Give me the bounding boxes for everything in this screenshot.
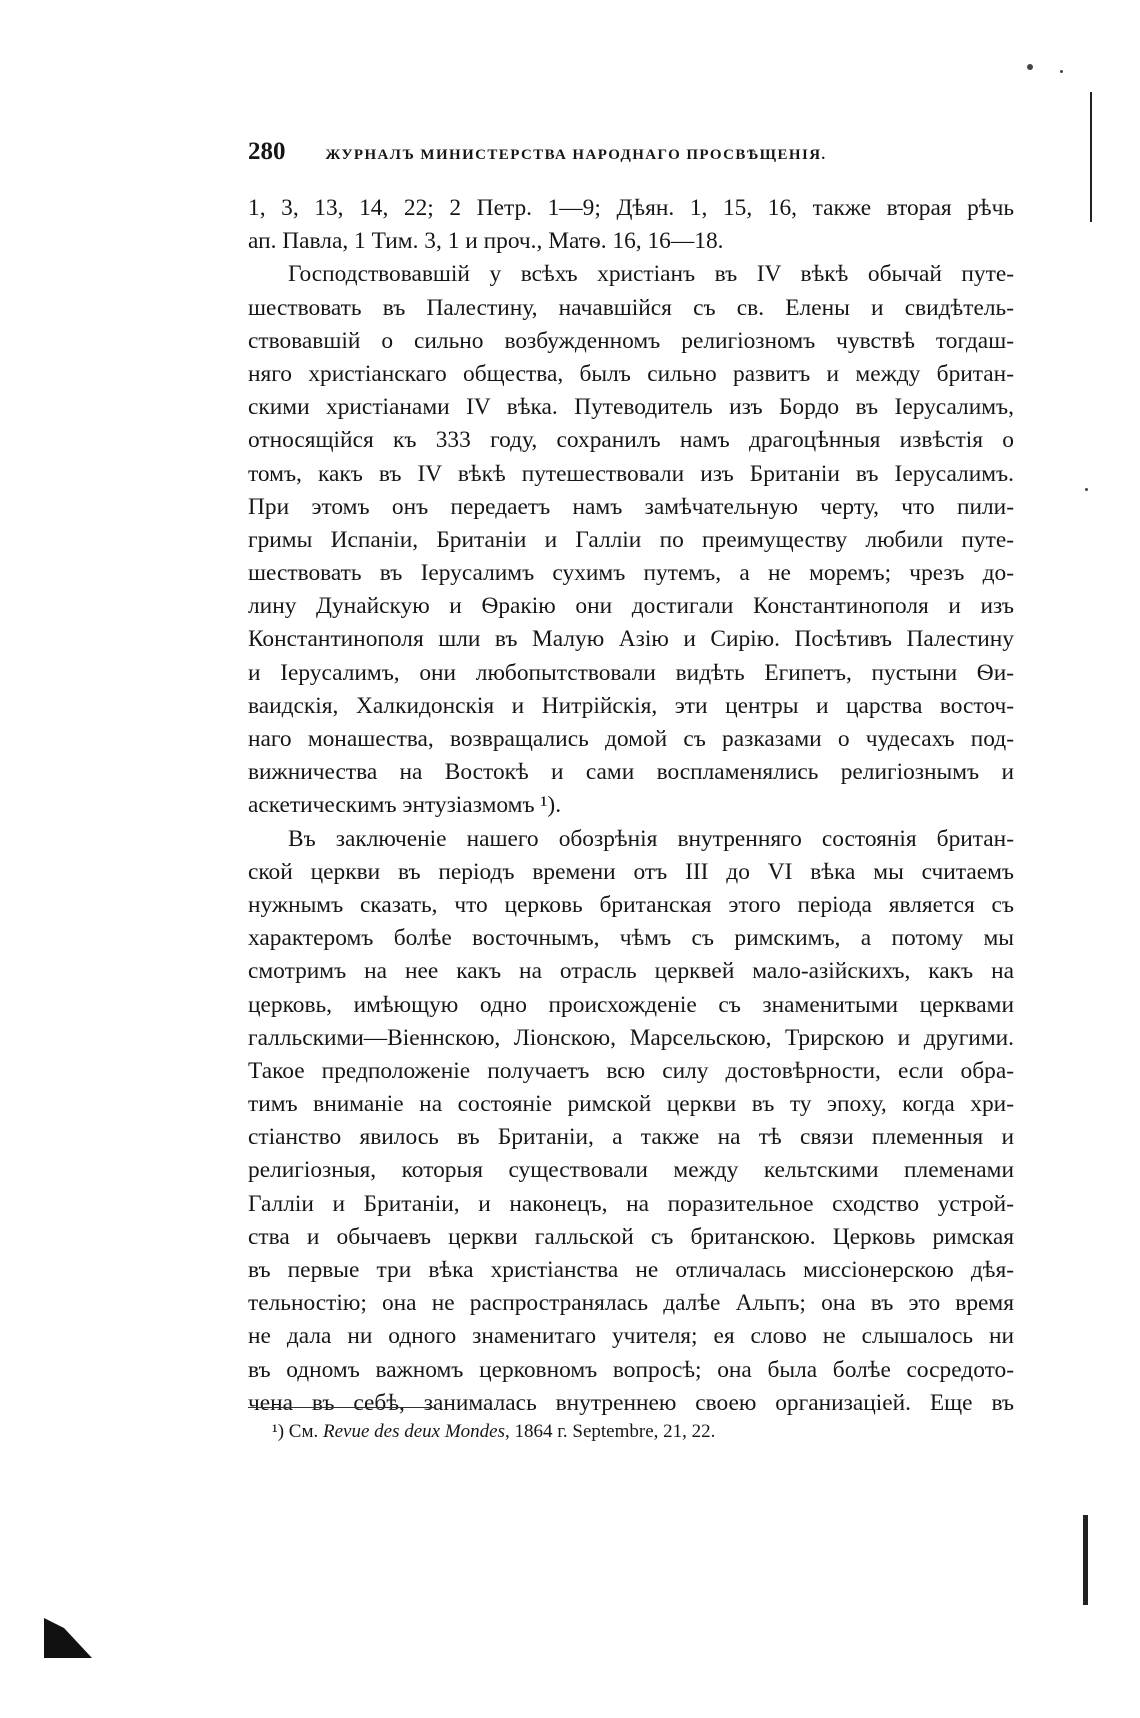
text-line: аскетическимъ энтузіазмомъ ¹). [248, 792, 562, 819]
scan-speck [1085, 488, 1088, 491]
scan-speck [1027, 64, 1033, 70]
body-text [248, 192, 1014, 1420]
text-line: нужнымъ сказать, что церковь британская этого періода является съ [248, 891, 1014, 918]
text-line: скими христіанами IV вѣка. Путеводитель изъ Бордо въ Іерусалимъ, [248, 394, 1014, 421]
text-line: не дала ни одного знаменитаго учителя; ея слово не слышалось ни [248, 1323, 1014, 1350]
text-line: религіозныя, которыя существовали между кельтскими племенами [248, 1157, 1014, 1184]
footnote-rule [248, 1407, 436, 1408]
text-line: въ первые три вѣка христіанства не отличалась миссіонерскою дѣя- [248, 1257, 1014, 1283]
text-line: Константинополя шли въ Малую Азію и Сирію. Посѣтивъ Палестину [248, 626, 1014, 653]
text-line: стіанство явилось въ Британіи, а также на тѣ связи племенныя и [248, 1124, 1014, 1151]
text-line: няго христіанскаго общества, былъ сильно развитъ и между британ- [248, 360, 1014, 387]
text-line: ап. Павла, 1 Тим. 3, 1 и проч., Матѳ. 16, 16—18. [248, 228, 724, 255]
scan-speck [1060, 70, 1063, 73]
text-line: Такое предположеніе получаетъ всю силу достовѣрности, если обра- [248, 1057, 1014, 1084]
footnote-marker: ¹) См. [272, 1421, 323, 1442]
text-line: тимъ вниманіе на состояніе римской церкви въ ту эпоху, когда хри- [248, 1091, 1014, 1118]
text-line: Галліи и Британіи, и наконецъ, на поразительное сходство устрой- [248, 1190, 1014, 1217]
page-number: 280 [248, 138, 286, 165]
text-line: лину Дунайскую и Ѳракію они достигали Константинополя и изъ [248, 593, 1014, 620]
text-line: гримы Испаніи, Британіи и Галліи по преимуществу любили путе- [248, 526, 1014, 553]
running-header [248, 138, 913, 166]
text-line: При этомъ онъ передаетъ намъ замѣчательную черту, что пили- [248, 493, 1014, 520]
text-line: въ одномъ важномъ церковномъ вопросѣ; она была болѣе сосредото- [248, 1356, 1014, 1383]
text-line: ства и обычаевъ церкви галльской съ британскою. Церковь римская [248, 1223, 1014, 1250]
text-line: смотримъ на нее какъ на отрасль церквей мало-азійскихъ, какъ на [248, 958, 1014, 985]
text-line: ваидскія, Халкидонскія и Нитрійскія, эти центры и царства восточ- [248, 692, 1014, 719]
text-line: ствовавшій о сильно возбужденномъ религіозномъ чувствѣ тогдаш- [248, 327, 1014, 354]
text-line: церковь, имѣющую одно происхожденіе съ знаменитыми церквами [248, 991, 1014, 1018]
text-line: галльскими—Віеннскою, Ліонскою, Марсельскою, Трирскою и другими. [248, 1024, 1014, 1051]
text-line: Господствовавшій у всѣхъ христіанъ въ IV вѣкѣ обычай путе- [288, 261, 1014, 288]
text-line: относящійся къ 333 году, сохранилъ намъ драгоцѣнныя извѣстія о [248, 427, 1014, 454]
text-line: характеромъ болѣе восточнымъ, чѣмъ съ римскимъ, а потому мы [248, 925, 1014, 952]
text-line: наго монашества, возвращались домой съ разказами о чудесахъ под- [248, 726, 1014, 752]
page-corner-arrow-icon [44, 1618, 94, 1658]
text-line: вижничества на Востокѣ и сами воспламенялись религіознымъ и [248, 759, 1014, 786]
text-line: 1, 3, 13, 14, 22; 2 Петр. 1—9; Дѣян. 1, 15, 16, также вторая рѣчь [248, 195, 1014, 221]
text-line: шествовать въ Іерусалимъ сухимъ путемъ, а не моремъ; чрезъ до- [248, 560, 1014, 587]
text-line: ской церкви въ періодъ времени отъ III до VI вѣка мы считаемъ [248, 858, 1014, 885]
text-line: тельностію; она не распространялась далѣе Альпъ; она въ это время [248, 1290, 1014, 1317]
text-line: чена въ себѣ, занималась внутреннею своею организаціей. Еще въ [248, 1389, 1014, 1416]
text-line: томъ, какъ въ IV вѣкѣ путешествовали изъ Британіи въ Іерусалимъ. [248, 460, 1014, 487]
footnote [272, 1421, 715, 1443]
footnote-rest: , 1864 г. Septembre, 21, 22. [505, 1421, 716, 1442]
text-line: и Іерусалимъ, они любопытствовали видѣть Египетъ, пустыни Ѳи- [248, 659, 1014, 686]
running-title: ЖУРНАЛЪ МИНИСТЕРСТВА НАРОДНАГО ПРОСВѢЩЕНІЯ. [325, 147, 827, 163]
scan-edge-line-bottom [1083, 1515, 1088, 1605]
footnote-title: Revue des deux Mondes [322, 1421, 505, 1442]
text-line: шествовать въ Палестину, начавшійся съ св. Елены и свидѣтель- [248, 294, 1014, 321]
scan-edge-line-top [1090, 92, 1092, 222]
text-line: Въ заключеніе нашего обозрѣнія внутренняго состоянія британ- [288, 825, 1014, 852]
